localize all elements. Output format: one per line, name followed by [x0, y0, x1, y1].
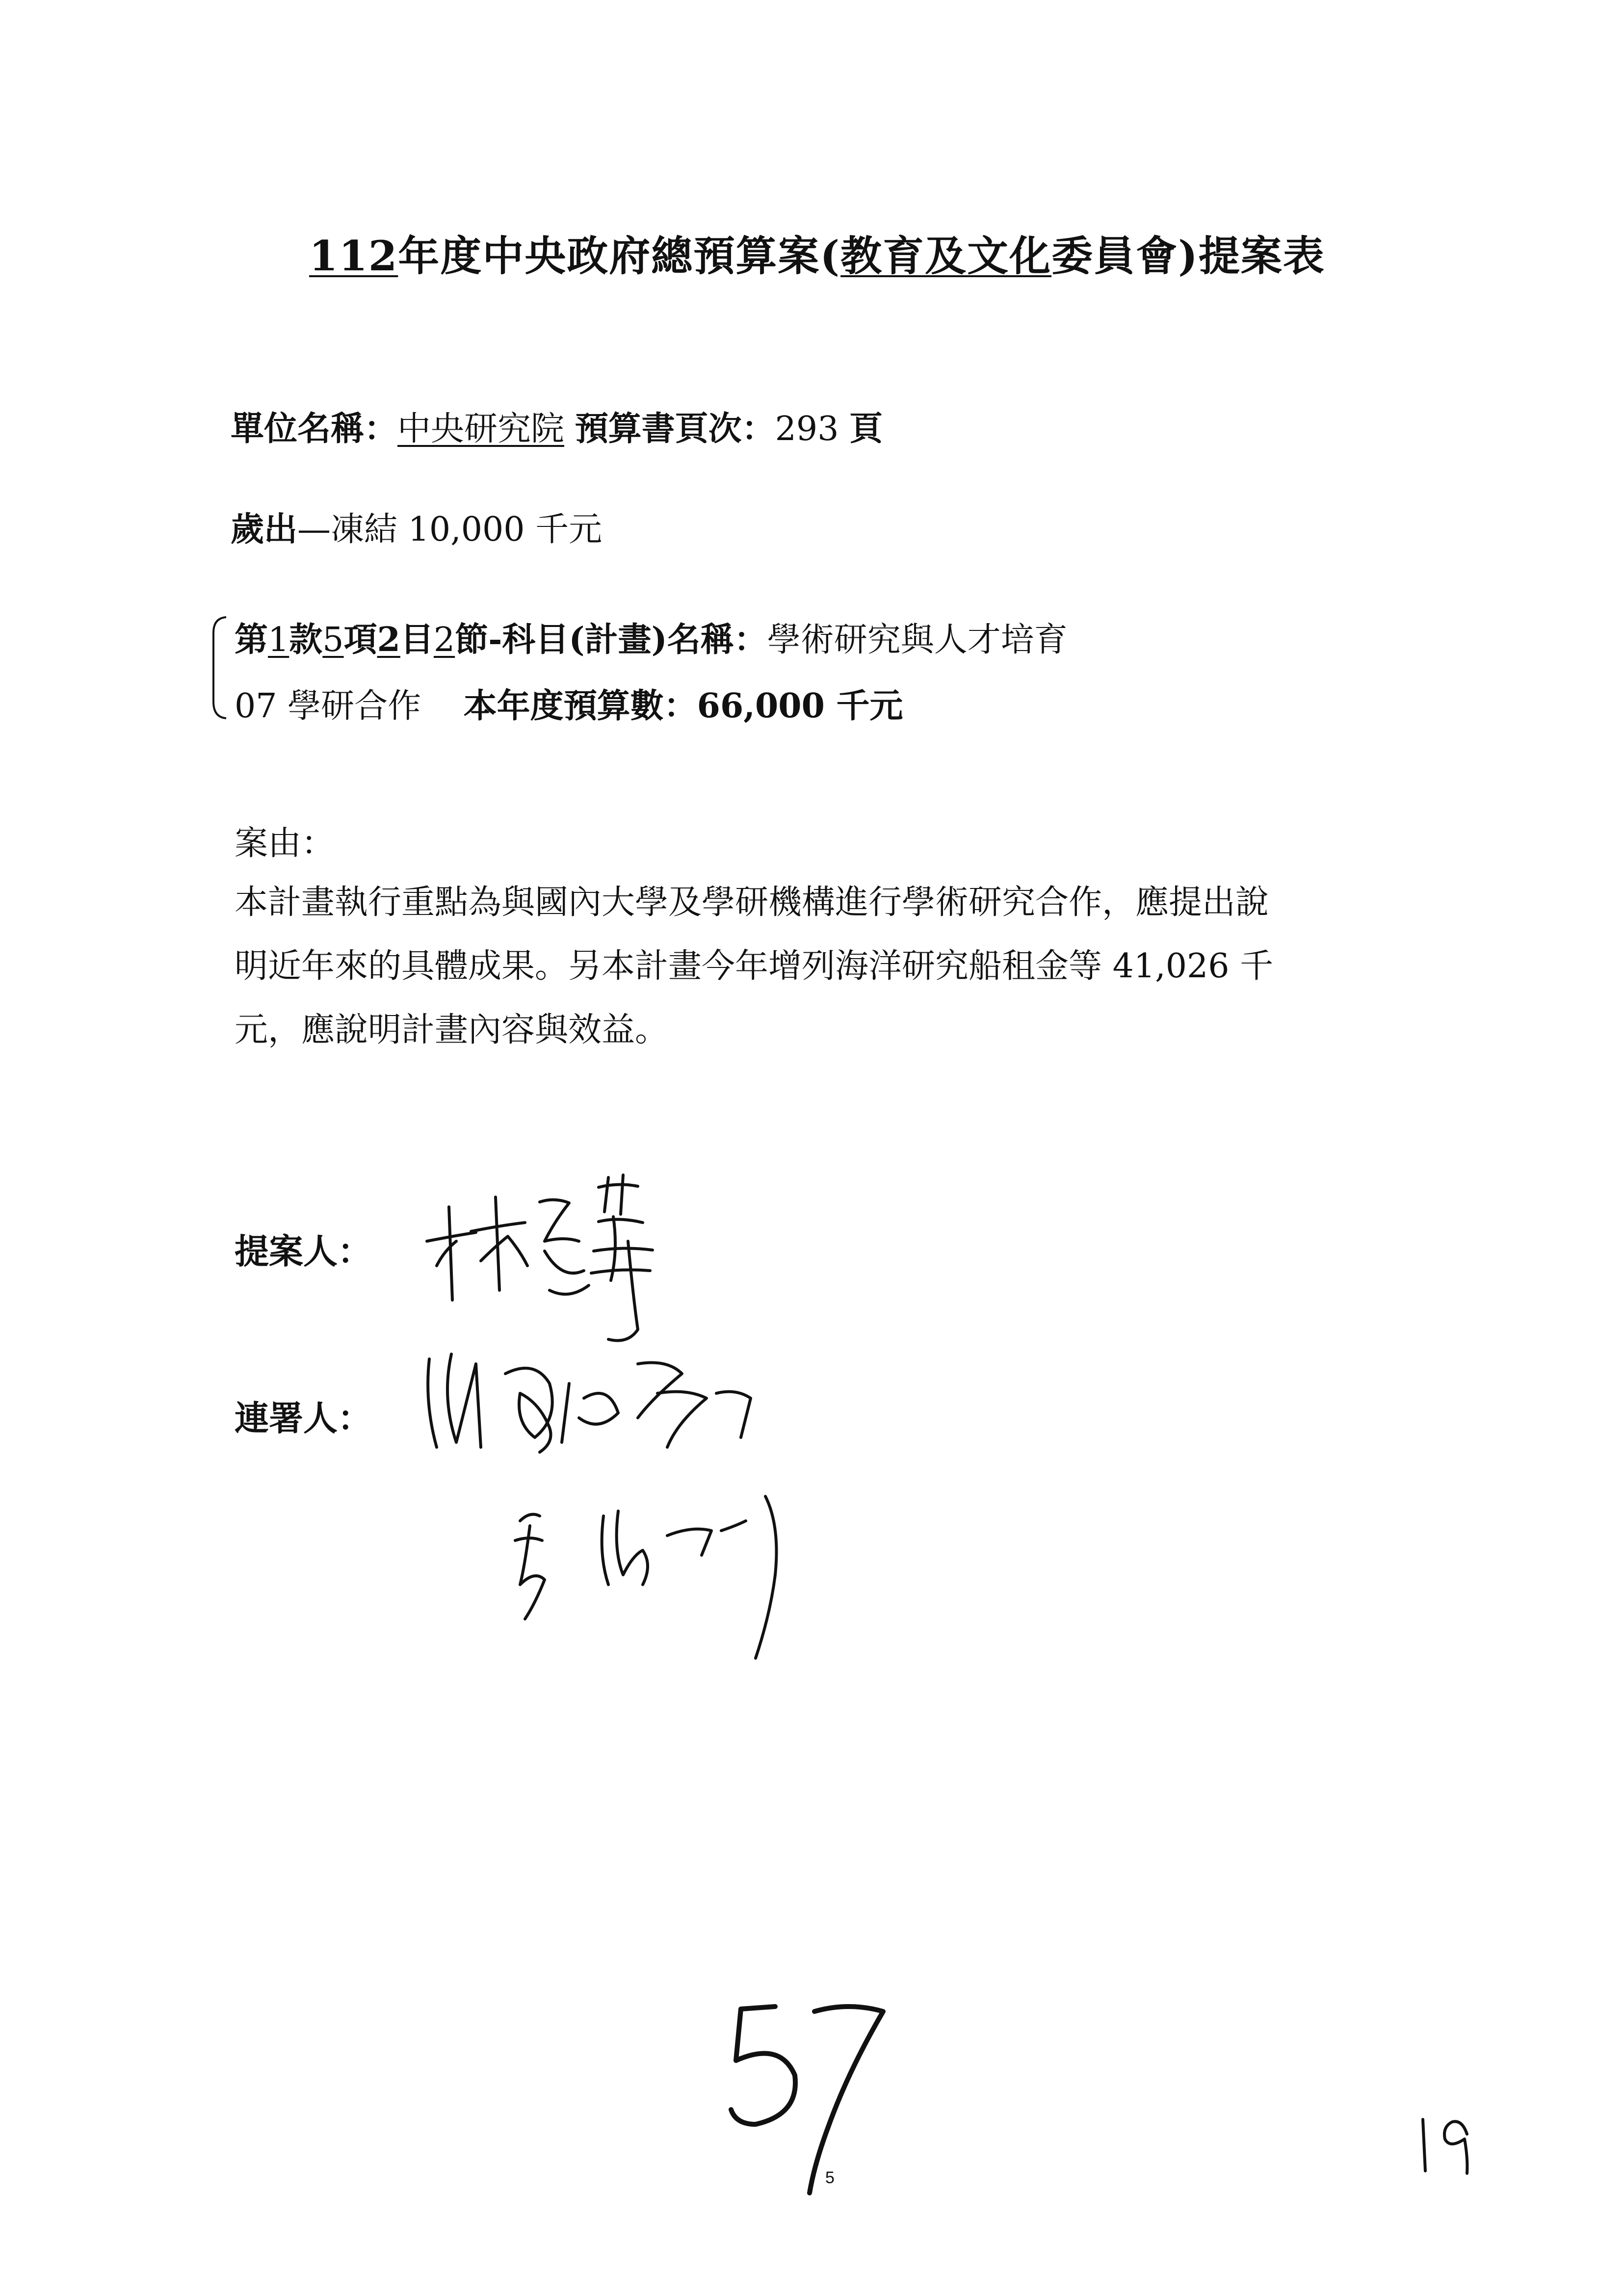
reason-label: 案由： [235, 824, 335, 863]
section-kuan-no: 1 [268, 621, 289, 659]
cosigner-signature-1 [422, 1344, 775, 1472]
section-jie-no: 2 [433, 621, 455, 659]
section-line-1 [235, 613, 1068, 661]
section-kuan: 款 [289, 620, 323, 659]
section-xiang-no: 5 [322, 621, 344, 659]
title-mid: 年度中央政府總預算案( [398, 232, 841, 280]
document-title [309, 223, 1325, 283]
section-line-2 [235, 679, 903, 727]
expenditure-label: 歲出 [231, 510, 298, 549]
expenditure-text: —凍結 10,000 千元 [297, 510, 602, 549]
section-di: 第 [235, 620, 268, 659]
title-end: 委員會)提案表 [1051, 232, 1325, 280]
section-jie-label: 節-科目(計畫)名稱： [455, 620, 767, 659]
title-committee: 教育及文化 [840, 232, 1052, 280]
title-year: 112 [309, 232, 398, 280]
unit-label: 單位名稱： [231, 409, 398, 448]
handwritten-page-total [721, 1987, 908, 2203]
reason-line-1: 本計畫執行重點為與國內大學及學研機構進行學術研究合作，應提出說 [235, 883, 1269, 922]
unit-name: 中央研究院 [397, 410, 565, 448]
section-mu: 目 [400, 620, 434, 659]
page-unit: 頁 [849, 409, 883, 448]
unit-line [231, 402, 883, 450]
cosigner-signature-2 [505, 1477, 824, 1683]
page-value: 293 [775, 410, 839, 448]
handwritten-page-mark [1413, 2110, 1482, 2183]
sub-plan-code: 07 學研合作 [235, 687, 421, 726]
section-xiang: 項 [343, 620, 377, 659]
page-label: 預算書頁次： [575, 409, 775, 448]
proposer-label: 提案人： [235, 1231, 372, 1272]
expenditure-line [231, 503, 602, 550]
reason-line-3: 元，應說明計畫內容與效益。 [235, 1011, 669, 1049]
cosigner-label: 連署人： [235, 1398, 372, 1438]
page-number: 5 [825, 2168, 835, 2187]
bracket-mark [209, 613, 228, 721]
proposer-signature [422, 1168, 726, 1374]
budget-value: 66,000 千元 [697, 686, 903, 726]
budget-label: 本年度預算數： [463, 686, 697, 726]
section-mu-no: 2 [377, 620, 400, 659]
plan-name: 學術研究與人才培育 [767, 621, 1068, 659]
reason-line-2: 明近年來的具體成果。另本計畫今年增列海洋研究船租金等 41,026 千 [235, 947, 1274, 986]
